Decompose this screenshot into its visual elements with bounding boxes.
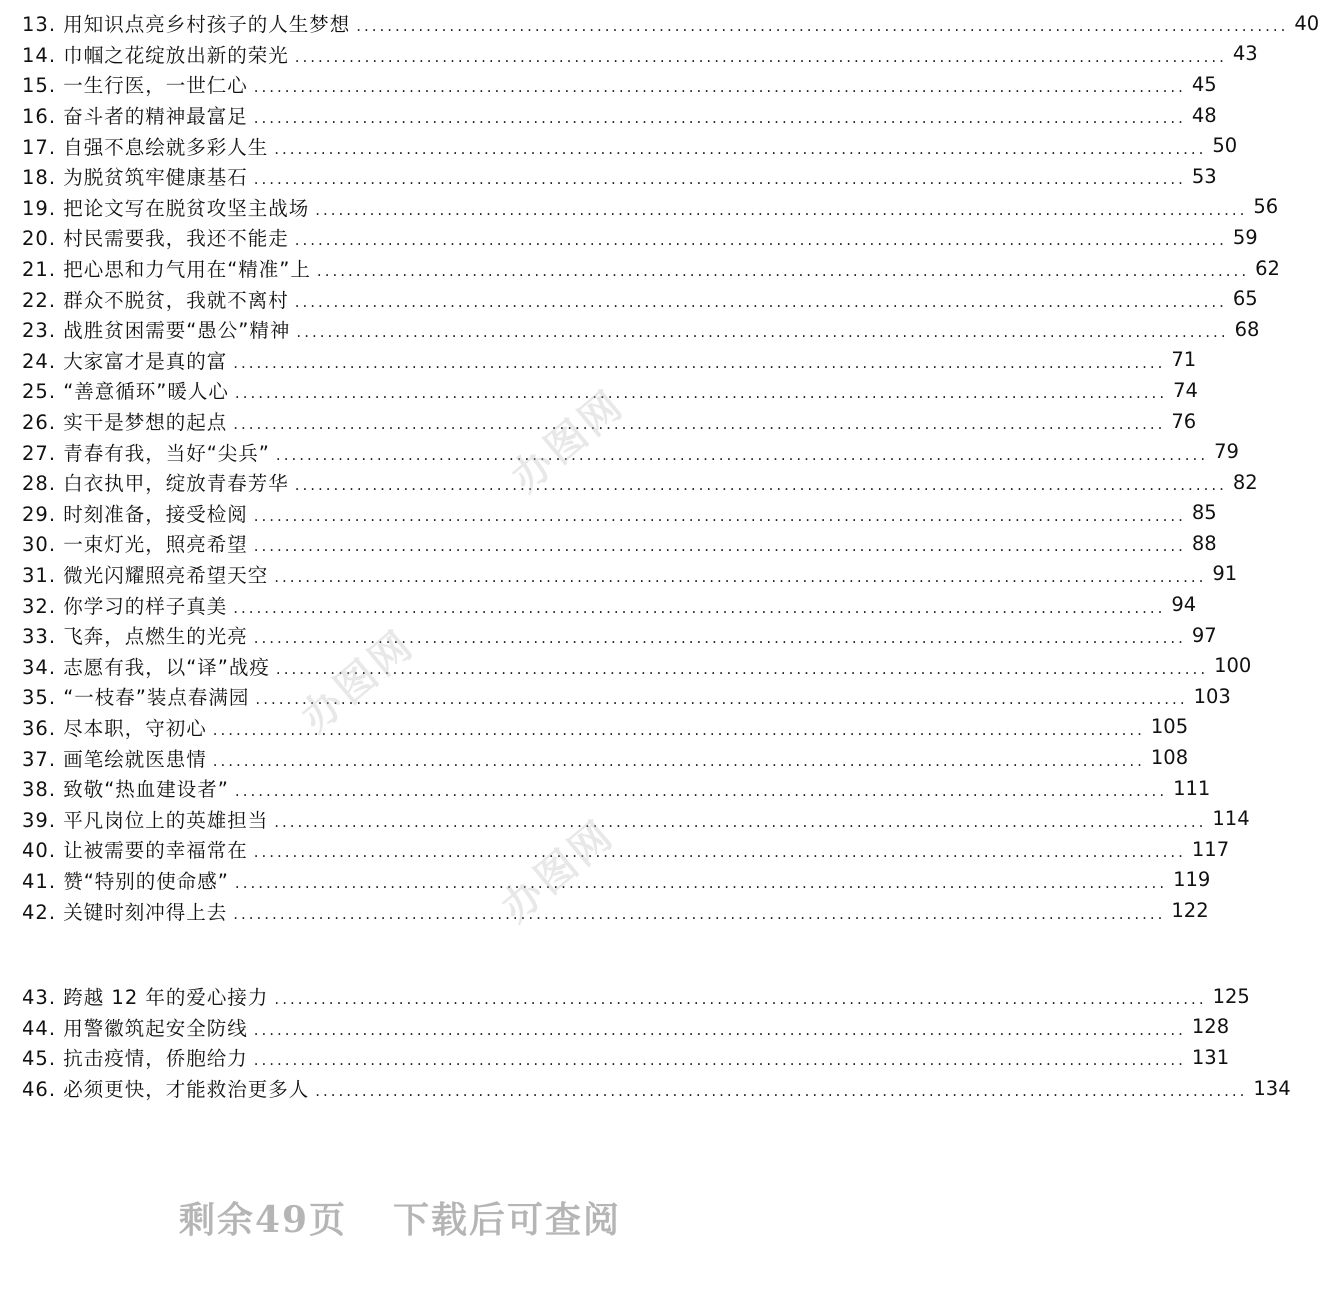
- leader-dots: ........................................................................................................................: [274, 990, 1207, 1009]
- toc-row[interactable]: [22, 865, 1211, 896]
- toc-row-page: 62: [1255, 256, 1280, 280]
- toc-row[interactable]: [22, 436, 1239, 467]
- toc-row-title: 30. 一束灯光，照亮希望: [22, 533, 248, 557]
- toc-row-title: 29. 时刻准备，接受检阅: [22, 502, 248, 526]
- toc-row-title: 15. 一生行医，一世仁心: [22, 74, 248, 98]
- toc-row-title: 40. 让被需要的幸福常在: [22, 839, 248, 863]
- toc-row-page: 65: [1232, 287, 1258, 311]
- toc-row-page: 68: [1234, 317, 1260, 341]
- toc-row-title: 34. 志愿有我，以“译”战疫: [22, 655, 270, 679]
- leader-dots: ........................................................................................................................: [233, 904, 1166, 923]
- toc-row[interactable]: [22, 589, 1197, 620]
- toc-row-page: 45: [1191, 72, 1217, 96]
- toc-row-title: 44. 用警徽筑起安全防线: [22, 1016, 248, 1040]
- remaining-pages-text: 剩余49页: [178, 1199, 348, 1241]
- toc-row[interactable]: [22, 314, 1260, 345]
- leader-dots: ........................................................................................................................: [294, 47, 1227, 66]
- toc-row-page: 79: [1214, 440, 1239, 464]
- toc-row-page: 131: [1191, 1045, 1230, 1069]
- toc-row-title: 39. 平凡岗位上的英雄担当: [22, 808, 269, 832]
- toc-row-page: 111: [1173, 776, 1211, 800]
- toc-row[interactable]: [22, 345, 1197, 376]
- toc-row[interactable]: [22, 773, 1211, 804]
- toc-row-page: 108: [1150, 746, 1189, 770]
- leader-dots: ........................................................................................................................: [253, 1051, 1186, 1070]
- leader-dots: ........................................................................................................................: [275, 445, 1209, 464]
- toc-row-title: 27. 青春有我，当好“尖兵”: [22, 441, 270, 465]
- toc-row-page: 94: [1171, 593, 1197, 617]
- toc-row[interactable]: [22, 559, 1238, 590]
- toc-row-page: 82: [1232, 470, 1258, 494]
- toc-row-page: 128: [1191, 1015, 1230, 1039]
- toc-row[interactable]: [22, 498, 1217, 529]
- toc-row-page: 114: [1212, 807, 1250, 831]
- download-to-view-text[interactable]: 下载后可查阅: [393, 1199, 622, 1241]
- toc-row-title: 41. 赞“特别的使命感”: [22, 869, 229, 893]
- leader-dots: ........................................................................................................................: [253, 629, 1186, 648]
- leader-dots: ........................................................................................................................: [253, 506, 1186, 525]
- toc-row-page: 105: [1150, 715, 1189, 739]
- toc-row-title: 14. 巾帼之花绽放出新的荣光: [22, 43, 289, 67]
- toc-row-page: 117: [1191, 837, 1230, 861]
- toc-row[interactable]: [22, 834, 1230, 865]
- toc-row-page: 85: [1191, 501, 1217, 525]
- toc-row-title: 18. 为脱贫筑牢健康基石: [22, 166, 248, 190]
- toc-row[interactable]: [22, 681, 1231, 712]
- toc-row-page: 56: [1253, 195, 1279, 219]
- leader-dots: ........................................................................................................................: [233, 353, 1166, 372]
- toc-row-page: 74: [1173, 378, 1198, 402]
- toc-row-title: 20. 村民需要我，我还不能走: [22, 227, 289, 251]
- toc-row-title: 32. 你学习的样子真美: [22, 594, 228, 618]
- toc-row-page: 40: [1294, 11, 1319, 35]
- leader-dots: ........................................................................................................................: [253, 78, 1186, 97]
- toc-row-page: 125: [1212, 984, 1250, 1008]
- toc-row-title: 17. 自强不息绘就多彩人生: [22, 135, 269, 159]
- leader-dots: ........................................................................................................................: [294, 231, 1227, 250]
- toc-row[interactable]: [22, 161, 1217, 192]
- toc-row[interactable]: [22, 69, 1217, 100]
- leader-dots: ........................................................................................................................: [234, 782, 1168, 801]
- leader-dots: ........................................................................................................................: [316, 262, 1250, 281]
- toc-row-page: 59: [1232, 225, 1258, 249]
- leader-dots: ........................................................................................................................: [234, 384, 1168, 403]
- toc-row-title: 42. 关键时刻冲得上去: [22, 900, 228, 924]
- toc-row-title: 28. 白衣执甲，绽放青春芳华: [22, 472, 289, 496]
- toc-row[interactable]: [22, 803, 1250, 834]
- toc-row[interactable]: [22, 467, 1258, 498]
- toc-row[interactable]: [22, 406, 1197, 437]
- toc-row-title: 23. 战胜贫困需要“愚公”精神: [22, 319, 291, 343]
- toc-list-continued: [22, 981, 1291, 1103]
- toc-row-page: 53: [1191, 164, 1217, 188]
- leader-dots: ........................................................................................................................: [315, 1082, 1248, 1101]
- toc-row-title: 36. 尽本职，守初心: [22, 716, 207, 740]
- leader-dots: ........................................................................................................................: [356, 17, 1289, 36]
- toc-row[interactable]: [22, 981, 1250, 1012]
- toc-row-title: 26. 实干是梦想的起点: [22, 411, 228, 435]
- toc-row-title: 25. “善意循环”暖人心: [22, 380, 229, 404]
- toc-row-title: 21. 把心思和力气用在“精准”上: [22, 258, 311, 282]
- toc-row-title: 22. 群众不脱贫，我就不离村: [22, 288, 289, 312]
- toc-row-page: 134: [1253, 1076, 1291, 1100]
- leader-dots: ........................................................................................................................: [253, 109, 1186, 128]
- toc-row-title: 45. 抗击疫情，侨胞给力: [22, 1047, 248, 1071]
- leader-dots: ........................................................................................................................: [212, 720, 1145, 739]
- toc-row[interactable]: [22, 620, 1217, 651]
- toc-row[interactable]: [22, 222, 1258, 253]
- leader-dots: ........................................................................................................................: [274, 812, 1207, 831]
- leader-dots: ........................................................................................................................: [274, 567, 1207, 586]
- toc-list-main: [22, 8, 1319, 926]
- leader-dots: ........................................................................................................................: [296, 323, 1229, 342]
- cropped-previous-row: [22, 0, 777, 4]
- toc-row-title: 13. 用知识点亮乡村孩子的人生梦想: [22, 13, 351, 37]
- leader-dots: ........................................................................................................................: [233, 415, 1166, 434]
- toc-row-page: 91: [1212, 562, 1238, 586]
- toc-row-page: 48: [1191, 103, 1217, 127]
- toc-row[interactable]: [22, 192, 1279, 223]
- leader-dots: ........................................................................................................................: [234, 873, 1168, 892]
- leader-dots: ........................................................................................................................: [253, 1020, 1186, 1039]
- toc-row-title: 46. 必须更快，才能救治更多人: [22, 1078, 310, 1102]
- toc-row-title: 43. 跨越 12 年的爱心接力: [22, 986, 269, 1010]
- toc-row-title: 35. “一枝春”装点春满园: [22, 686, 250, 710]
- toc-row[interactable]: [22, 1042, 1230, 1073]
- watermark: 办图网: [502, 381, 634, 502]
- watermark: 办图网: [292, 621, 424, 742]
- toc-row-title: 38. 致敬“热血建设者”: [22, 778, 229, 802]
- toc-row[interactable]: [22, 375, 1198, 406]
- toc-row[interactable]: [22, 895, 1209, 926]
- toc-row[interactable]: [22, 8, 1319, 39]
- leader-dots: ........................................................................................................................: [253, 170, 1186, 189]
- toc-row-title: 16. 奋斗者的精神最富足: [22, 105, 248, 129]
- toc-row[interactable]: [22, 1012, 1230, 1043]
- leader-dots: ........................................................................................................................: [294, 476, 1227, 495]
- toc-row[interactable]: [22, 100, 1217, 131]
- toc-row[interactable]: [22, 528, 1217, 559]
- leader-dots: ........................................................................................................................: [253, 843, 1186, 862]
- toc-row[interactable]: [22, 253, 1280, 284]
- toc-row-page: 97: [1191, 623, 1217, 647]
- toc-row[interactable]: [22, 712, 1189, 743]
- toc-row-page: 103: [1193, 684, 1231, 708]
- toc-row-page: 71: [1171, 348, 1197, 372]
- leader-dots: ........................................................................................................................: [294, 292, 1227, 311]
- preview-limit-banner: [0, 1192, 800, 1243]
- toc-row[interactable]: [22, 39, 1258, 70]
- leader-dots: ........................................................................................................................: [233, 598, 1166, 617]
- toc-row-title: 31. 微光闪耀照亮希望天空: [22, 563, 269, 587]
- toc-row-title: 37. 画笔绘就医患情: [22, 747, 207, 771]
- toc-row-title: 19. 把论文写在脱贫攻坚主战场: [22, 196, 310, 220]
- toc-row[interactable]: [22, 283, 1258, 314]
- leader-dots: ........................................................................................................................: [275, 659, 1209, 678]
- toc-row-page: 50: [1212, 134, 1238, 158]
- toc-row[interactable]: [22, 1073, 1291, 1104]
- leader-dots: ........................................................................................................................: [253, 537, 1186, 556]
- watermark: 办图网: [492, 811, 624, 932]
- toc-row-title: 24. 大家富才是真的富: [22, 349, 228, 373]
- leader-dots: ........................................................................................................................: [315, 200, 1248, 219]
- leader-dots: ........................................................................................................................: [274, 139, 1207, 158]
- toc-row-page: 88: [1191, 531, 1217, 555]
- toc-row-page: 122: [1171, 899, 1209, 923]
- toc-row-page: 119: [1173, 868, 1211, 892]
- toc-row[interactable]: [22, 742, 1189, 773]
- toc-row[interactable]: [22, 650, 1252, 681]
- toc-row-page: 100: [1214, 654, 1252, 678]
- leader-dots: ........................................................................................................................: [255, 690, 1188, 709]
- toc-row[interactable]: [22, 130, 1238, 161]
- toc-row-page: 76: [1171, 409, 1197, 433]
- toc-row-title: 33. 飞奔，点燃生的光亮: [22, 625, 248, 649]
- leader-dots: ........................................................................................................................: [212, 751, 1145, 770]
- toc-row-page: 43: [1232, 42, 1258, 66]
